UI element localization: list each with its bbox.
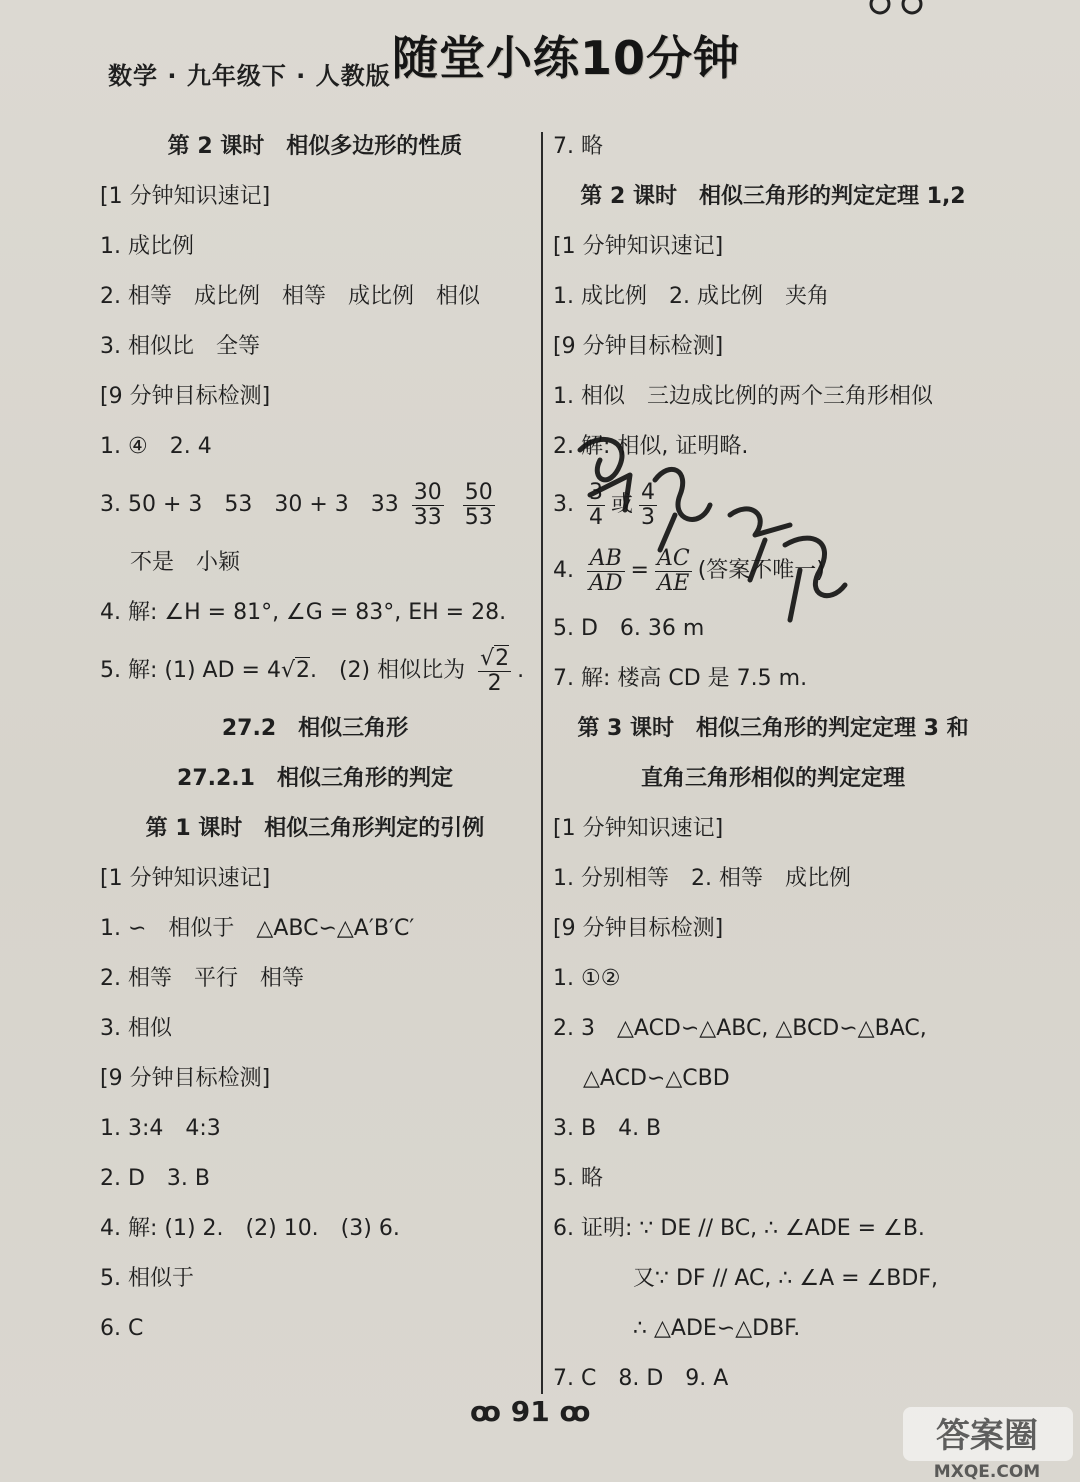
- fraction-numerator: 50: [464, 479, 493, 505]
- answer-text: 4.: [553, 558, 574, 583]
- fraction-numerator: [478, 647, 511, 672]
- answer-text: 或: [611, 492, 634, 517]
- answer-site-logo: [895, 1405, 1080, 1482]
- sqrt-radicand: 2: [495, 645, 510, 671]
- answer-line: 2. 相等 平行 相等: [100, 966, 304, 991]
- answer-line: 4. 解: (1) 2. (2) 10. (3) 6.: [100, 1216, 400, 1241]
- answer-line: 7. 略: [553, 134, 603, 159]
- answer-line: 7. 解: 楼高 CD 是 7.5 m.: [553, 666, 808, 691]
- answer-line: 1. ④ 2. 4: [100, 434, 212, 459]
- answer-text: 3.: [553, 492, 574, 517]
- answer-line: 5. 相似于: [100, 1266, 194, 1291]
- answer-line: 3. 相似比 全等: [100, 334, 260, 359]
- sqrt-icon: √: [280, 658, 295, 683]
- fraction-denominator: 53: [464, 504, 493, 530]
- section-title: 27.2 相似三角形: [221, 716, 409, 741]
- fraction-denominator: 4: [589, 504, 603, 530]
- sqrt-icon: √: [480, 645, 495, 671]
- answer-line: 1. 相似 三边成比例的两个三角形相似: [553, 384, 933, 409]
- lesson-title: 第 2 课时 相似三角形的判定定理 1,2: [580, 184, 966, 209]
- decorative-swirl-icon: [860, 0, 970, 20]
- answer-line: 1. 成比例 2. 成比例 夹角: [553, 284, 829, 309]
- answer-line: 2. 3 △ACD∽△ABC, △BCD∽△BAC,: [553, 1016, 927, 1041]
- answer-line: 2. D 3. B: [100, 1166, 211, 1191]
- answer-line: 又∵ DF // AC, ∴ ∠A = ∠BDF,: [633, 1266, 938, 1291]
- answer-line: 1. ∽ 相似于 △ABC∽△A′B′C′: [100, 916, 415, 941]
- answer-line: 不是 小颖: [130, 550, 241, 575]
- fraction-numerator: AC: [656, 545, 690, 571]
- answer-line-sqrt: 5. 解: (1) AD = 4√2. (2) 相似比为 $\frac{√2}{2}$ .: [100, 645, 525, 696]
- lesson-title: 第 2 课时 相似多边形的性质: [167, 134, 463, 159]
- right-flourish-icon: ꝏ: [559, 1395, 591, 1428]
- section-heading: [1 分钟知识速记]: [553, 816, 724, 841]
- sqrt-radicand: 2: [295, 658, 310, 683]
- section-heading: [1 分钟知识速记]: [100, 184, 271, 209]
- lesson-title: 第 1 课时 相似三角形判定的引例: [145, 816, 485, 841]
- page-number: [470, 1395, 590, 1428]
- answer-text: . (2) 相似比为: [309, 658, 466, 683]
- fraction-denominator: 33: [413, 504, 442, 530]
- fraction: [463, 481, 495, 530]
- fraction-denominator: AE: [657, 570, 690, 596]
- answer-line-fractions: [100, 472, 530, 538]
- answer-line: 5. 略: [553, 1166, 603, 1191]
- answer-line: 1. ①②: [553, 966, 621, 991]
- fraction-denominator: 3: [641, 504, 656, 530]
- right-column: [553, 122, 993, 1404]
- fraction-denominator: AD: [589, 570, 623, 596]
- answer-line: 5. D 6. 36 m: [553, 616, 705, 641]
- lesson-title-continued: 直角三角形相似的判定定理: [640, 766, 905, 791]
- fraction-numerator: 4: [641, 479, 656, 505]
- lesson-title: 第 3 课时 相似三角形的判定定理 3 和: [577, 716, 969, 741]
- section-heading: [1 分钟知识速记]: [100, 866, 271, 891]
- left-column: [100, 122, 530, 1354]
- answer-line: 2. 相等 成比例 相等 成比例 相似: [100, 284, 480, 309]
- section-heading: [9 分钟目标检测]: [553, 916, 724, 941]
- section-heading: [1 分钟知识速记]: [553, 234, 724, 259]
- fraction-numerator: 3: [589, 479, 603, 505]
- fraction-denominator: 2: [487, 670, 502, 696]
- answer-line: 1. 3:4 4:3: [100, 1116, 221, 1141]
- answer-line: 4. 解: ∠H = 81°, ∠G = 83°, EH = 28.: [100, 600, 507, 625]
- answer-text: (答案不唯一): [697, 558, 825, 583]
- handwritten-watermark-icon: [560, 420, 860, 640]
- column-divider: [541, 132, 543, 1394]
- header-subject: 数学 · 九年级下 · 人教版: [108, 62, 391, 90]
- answer-line: 3. 相似: [100, 1016, 172, 1041]
- fraction-numerator: AB: [587, 547, 625, 572]
- answer-line: 6. 证明: ∵ DE // BC, ∴ ∠ADE = ∠B.: [553, 1216, 925, 1241]
- svg-text:MXQE.COM: MXQE.COM: [933, 1462, 1041, 1482]
- svg-text:答案圈: 答案圈: [936, 1416, 1038, 1456]
- fraction: [478, 647, 511, 696]
- answer-line: 7. C 8. D 9. A: [553, 1366, 729, 1391]
- answer-line: 2. 解: 相似, 证明略.: [553, 434, 749, 459]
- section-heading: [9 分钟目标检测]: [553, 334, 724, 359]
- section-heading: [9 分钟目标检测]: [100, 1066, 271, 1091]
- header-title: 随堂小练10分钟: [392, 31, 741, 85]
- fraction-numerator: 30: [413, 479, 442, 505]
- page-number-value: 91: [510, 1395, 550, 1428]
- answer-line: 6. C: [100, 1316, 144, 1341]
- answer-text: 3. 50 + 3 53 30 + 3 33: [100, 492, 399, 517]
- answer-line: △ACD∽△CBD: [583, 1066, 730, 1091]
- answer-text: =: [630, 558, 649, 583]
- fraction: [412, 481, 444, 530]
- answer-line: ∴ △ADE∽△DBF.: [633, 1316, 801, 1341]
- left-flourish-icon: ꝏ: [470, 1395, 501, 1428]
- section-heading: [9 分钟目标检测]: [100, 384, 271, 409]
- subsection-title: 27.2.1 相似三角形的判定: [177, 766, 453, 791]
- answer-line: 1. 成比例: [100, 234, 194, 259]
- answer-line: 3. B 4. B: [553, 1116, 662, 1141]
- answer-text: 5. 解: (1) AD = 4: [100, 658, 281, 683]
- answer-line: 1. 分别相等 2. 相等 成比例: [553, 866, 851, 891]
